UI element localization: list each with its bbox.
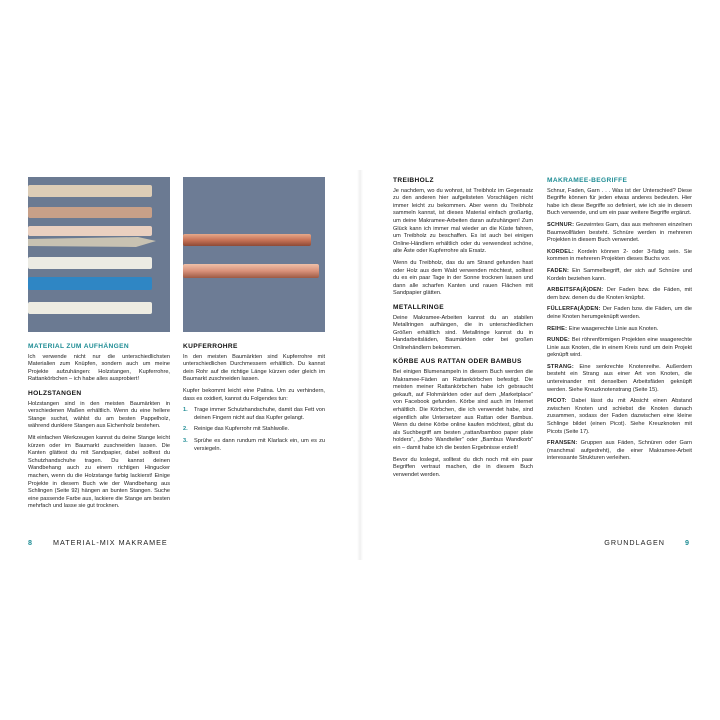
term-entry (547, 337, 692, 360)
term-entry (547, 268, 692, 283)
page-number-right: 9 (685, 538, 690, 547)
term-label: FÜLLERFA(Ä)DEN: (547, 306, 601, 313)
term-label: RUNDE: (547, 337, 570, 344)
list-item (183, 407, 325, 422)
term-text: Gruppen aus Fäden, Schnüren oder Garn (manchmal aufgedreht), die einer Makramee-Arbeit interessante Strukturen verleihen. (547, 440, 692, 462)
paragraph-holz-1: Holzstangen sind in den meisten Baumärkten in verschiedenen Maßen erhältlich. Wenn du eine hellere Stange suchst, wählst du am besten Pappelholz, während dunklere Stangen aus Eichenholz bestehen. (28, 400, 170, 430)
running-title-left: MATERIAL-MIX MAKRAMEE (53, 538, 168, 547)
term-entry (547, 398, 692, 436)
list-item (183, 426, 325, 434)
term-entry (547, 326, 692, 334)
photo-copper-pipes (183, 177, 325, 332)
step-number: 2. (183, 426, 188, 433)
paragraph-koerbe-2: Bevor du loslegst, solltest du dich noch mit ein paar Begriffen vertraut machen, die in diesem Buch verwendet werden. (393, 456, 533, 478)
heading-treibholz: TREIBHOLZ (393, 177, 434, 184)
term-text: Eine senkrechte Knotenreihe. Außerdem besteht ein Strang aus einer Art von Knoten, die untereinander mit denselben Arbeitsfäden geknüpft werden. Siehe Kreuzknotenstrang (Seite 15). (547, 363, 693, 393)
term-text: Dabei lässt du mit Absicht einen Abstand zwischen Knoten und schiebst die Knoten danach zusammen, sodass der Faden dazwischen eine kleine Schlinge bildet (einen Picot). Siehe Kreuzknoten mit Picots (Seite 17). (547, 398, 693, 435)
term-text: Der Faden bzw. die Fäden, mit dem bzw. denen du die Knoten knüpfst. (547, 287, 692, 301)
column-treibholz (393, 177, 533, 483)
heading-koerbe: KÖRBE AUS RATTAN ODER BAMBUS (393, 358, 522, 366)
term-entry (547, 364, 692, 394)
term-label: REIHE: (547, 325, 568, 332)
footer-right (604, 538, 690, 547)
term-text: Gezwirntes Garn, das aus mehreren einzelnen Baumwollfäden besteht. Schnüre werden in mehreren Projekten in diesem Buch verwendet. (547, 221, 692, 244)
term-label: FADEN: (547, 267, 570, 274)
term-text: Bei röhrenförmigen Projekten eine waagerechte Linie aus Knoten, die in einem Kreis rund um dein Projekt geknüpft wird. (547, 337, 692, 359)
paragraph-metall: Deine Makramee-Arbeiten kannst du an stabilen Metallringen aufhängen, die in unterschiedlichen Größen erhältlich sind. Metallringe kannst du in Handarbeitsläden, Baumärkten oder bei großen Onlinehändlern bekommen. (393, 314, 533, 351)
paragraph-koerbe-1: Bei einigen Blumenampeln in diesem Buch werden die Makramee-Fäden an Rattankörbchen befestigt. Die meisten meiner Rattankörbchen habe ich gebraucht gekauft, auf Flohmärkten oder auf dem „Marketplace“ von Facebook gefunden. Körbe sind auch im Internet erhältlich. Die Körbchen, die ich verwendet habe, sind eigentlich alte Untersetzer aus Rattan oder Bambus. Wenn du deine Körbe online kaufen möchtest, gibst du als Suchbegriff am besten „rattan/bamboo paper plate holders“, „Boho Wandteller“ oder „Bambus Wandkorb“ ein – damit habe ich die besten Ergebnisse erzielt! (393, 369, 533, 451)
photo-wooden-rods (28, 177, 170, 332)
paragraph-kupfer-1: In den meisten Baumärkten sind Kupferrohre mit unterschiedlichen Durchmessern erhältlich. Du kannst dein Rohr auf die richtige Länge kürzen oder gleich im Baumarkt zuschneiden lassen. (183, 353, 325, 383)
step-number: 3. (183, 437, 188, 444)
column-material (28, 343, 170, 515)
term-label: STRANG: (547, 363, 574, 370)
term-text: Der Faden bzw. die Fäden, um die deine Knoten herumgeknüpft werden. (547, 306, 692, 320)
heading-holzstangen: HOLZSTANGEN (28, 389, 82, 397)
page-number-left: 8 (28, 538, 33, 547)
heading-makramee-begriffe: MAKRAMEE-BEGRIFFE (547, 177, 628, 184)
term-label: FRANSEN: (547, 440, 578, 447)
heading-kupferrohre: KUPFERROHRE (183, 343, 238, 350)
term-entry (547, 222, 692, 245)
column-begriffe (547, 177, 692, 467)
term-text: Ein Sammelbegriff, der sich auf Schnüre und Kordeln beziehen kann. (547, 267, 692, 282)
list-item (183, 438, 325, 453)
paragraph-intro: Ich verwende nicht nur die unterschiedlichsten Materialien zum Knüpfen, sondern auch um meine Projekte aufzuhängen: Holzstangen, Kupferrohre, Rattankörbchen – ich habe alles ausprobiert! (28, 353, 170, 383)
heading-material: MATERIAL ZUM AUFHÄNGEN (28, 343, 129, 350)
steps-list (183, 407, 325, 453)
term-label: PICOT: (547, 398, 567, 405)
paragraph-kupfer-2: Kupfer bekommt leicht eine Patina. Um zu verhindern, dass es oxidiert, kannst du Folgendes tun: (183, 387, 325, 402)
term-label: ARBEITSFA(Ä)DEN: (547, 287, 604, 294)
term-entry (547, 440, 692, 463)
term-text: Eine waagerechte Linie aus Knoten. (568, 325, 659, 332)
footer-left (28, 538, 168, 547)
running-title-right: GRUNDLAGEN (604, 538, 665, 547)
paragraph-treib-2: Wenn du Treibholz, das du am Strand gefunden hast oder Holz aus dem Wald verwenden möchtest, solltest du es ein paar Tage in der Sonne trocknen lassen und dann alle scharfen Kanten und rauen Flächen mit Sandpapier glätten. (393, 259, 533, 297)
page-gutter (357, 170, 363, 560)
term-label: SCHNUR: (547, 221, 575, 228)
term-entry (547, 287, 692, 302)
term-entry (547, 306, 692, 321)
step-number: 1. (183, 407, 188, 414)
rods-illustration (28, 177, 170, 332)
step-text: Sprühe es dann rundum mit Klarlack ein, um es zu versiegeln. (194, 437, 325, 452)
term-text: Kordeln können 2- oder 3-fädig sein. Sie kommen in mehreren Projekten dieses Buchs vor. (547, 248, 692, 263)
heading-metallringe: METALLRINGE (393, 303, 444, 311)
paragraph-holz-2: Mit einfachen Werkzeugen kannst du deine Stange leicht kürzen oder im Baumarkt zuschneiden lassen. Die Kanten glättest du mit Sandpapier, dabei solltest du Schutzhandschuhe tragen. Du kannst deinen Wandbehang auch zu einem richtigen Hingucker machen, wenn du die Holzstange farbig lackierst! Einige Projekte in diesem Buch wie der Wandbehang aus Schlingen (Seite 92) hängen an bunten Stangen. Suche eine passende Farbe aus, lackiere die Stange am besten mehrfach und lasse sie gut trocknen. (28, 434, 170, 510)
paragraph-begriffe-intro: Schnur, Faden, Garn . . . Was ist der Unterschied? Diese Begriffe können für jeden etwas anderes bedeuten. Hier habe ich diese Begriffe so definiert, wie ich sie in diesem Buch verwende, und um ein paar weitere Begriffe ergänzt. (547, 187, 692, 217)
paragraph-treib-1: Je nachdem, wo du wohnst, ist Treibholz im Gegensatz zu den anderen hier aufgelisteten Vorschlägen nicht immer leicht zu bekommen. Aber wenn du Treibholz sammeln kannst, ist dieses Material einfach großartig, um deine Makramee-Arbeiten daran aufzuhängen! Zum Glück kann ich immer mal wieder an die Küste fahren, um Treibholz zu beschaffen. Es ist auch bei einigen Online-Händlern erhältlich oder du verwendest schöne, alte Äste oder Kupferrohre als Ersatz. (393, 187, 533, 255)
step-text: Trage immer Schutzhandschuhe, damit das Fett von deinen Fingern nicht auf das Kupfer gelangt. (194, 407, 325, 421)
term-entry (547, 249, 692, 264)
term-label: KORDEL: (547, 248, 574, 255)
copper-illustration (183, 177, 325, 332)
column-kupfer (183, 343, 325, 457)
step-text: Reinige das Kupferrohr mit Stahlwolle. (194, 426, 290, 433)
